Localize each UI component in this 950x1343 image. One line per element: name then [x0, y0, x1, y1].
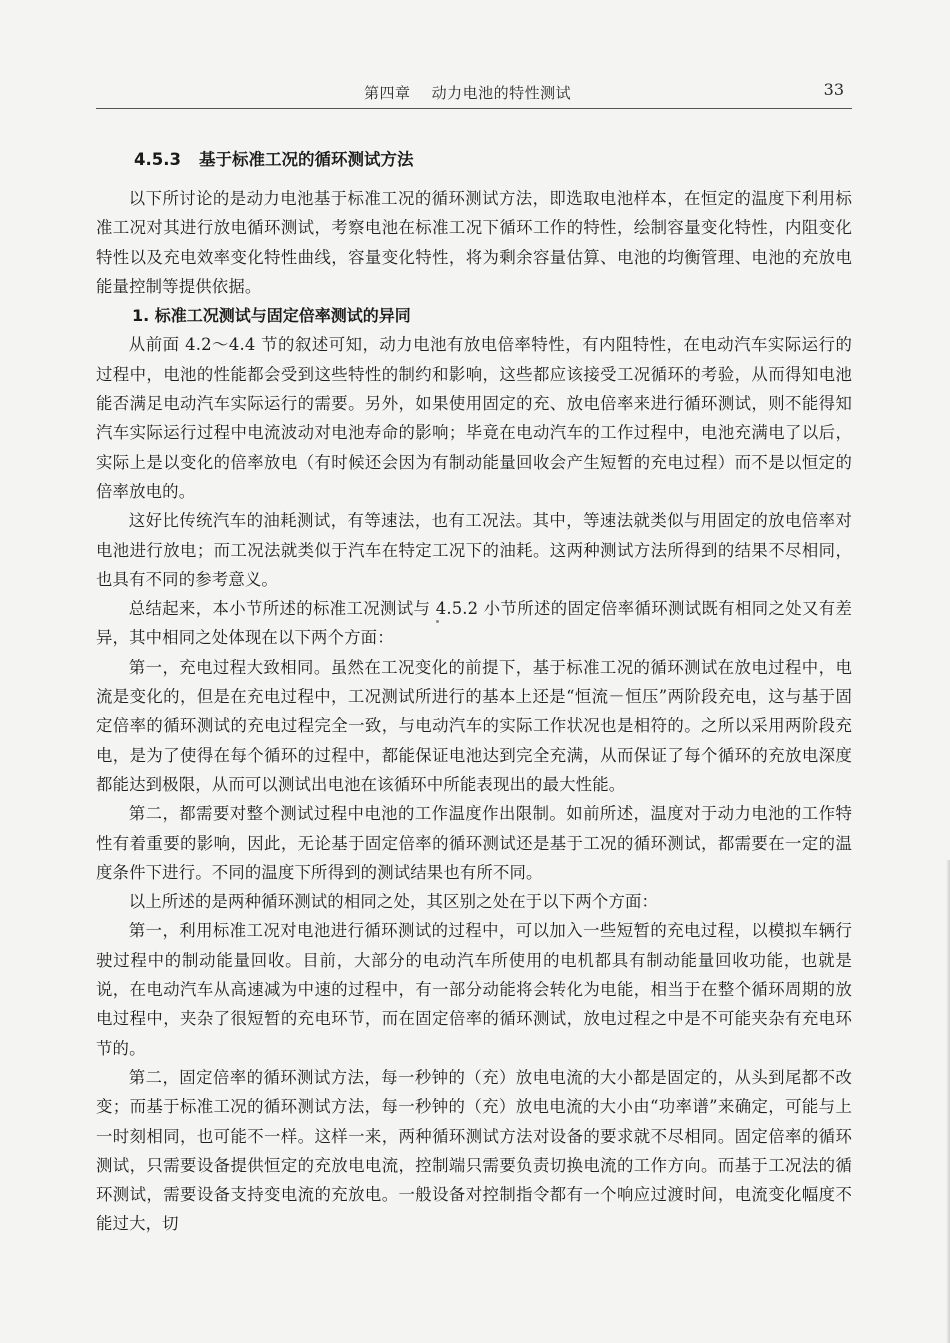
paragraph: 这好比传统汽车的油耗测试，有等速法，也有工况法。其中，等速法就类似与用固定的放电倍率对电池进行放电；而工况法就类似于汽车在特定工况下的油耗。这两种测试方法所得到的结果不尽相同，也具有不同的参考意义。 [96, 511, 852, 589]
subheading: 1. 标准工况测试与固定倍率测试的异同 [132, 306, 411, 326]
paragraph: 第一，充电过程大致相同。虽然在工况变化的前提下，基于标准工况的循环测试在放电过程中，电流是变化的，但是在充电过程中，工况测试所进行的基本上还是“恒流－恒压”两阶段充电，这与基于固定倍率的循环测试的充电过程完全一致，与电动汽车的实际工作状况也是相符的。之所以采用两阶段充电，是为了使得在每个循环的过程中，都能保证电池达到完全充满，从而保证了每个循环的充放电深度都能达到极限，从而可以测试出电池在该循环中所能表现出的最大性能。 [96, 657, 852, 794]
paragraph: 总结起来，本小节所述的标准工况测试与 4.5.2 小节所述的固定倍率循环测试既有相同之处又有差异，其中相同之处体现在以下两个方面： [96, 599, 852, 648]
section-title-text: 基于标准工况的循环测试方法 [198, 150, 414, 169]
running-header [96, 76, 852, 109]
scan-speck [436, 620, 439, 623]
scan-edge-shadow [946, 860, 950, 1343]
paragraph: 以上所述的是两种循环测试的相同之处，其区别之处在于以下两个方面： [128, 892, 659, 912]
section-heading [134, 146, 413, 170]
intro-paragraph: 以下所讨论的是动力电池基于标准工况的循环测试方法，即选取电池样本，在恒定的温度下利用标准工况对其进行放电循环测试，考察电池在标准工况下循环工作的特性，绘制容量变化特性，内阻变化特性以及充电效率变化特性曲线，容量变化特性，将为剩余容量估算、电池的均衡管理、电池的充放电能量控制等提供依据。 [96, 189, 852, 296]
body-text [96, 184, 852, 1239]
paragraph: 第一，利用标准工况对电池进行循环测试的过程中，可以加入一些短暂的充电过程，以模拟车辆行驶过程中的制动能量回收。目前，大部分的电动汽车所使用的电机都具有制动能量回收功能，也就是说，在电动汽车从高速减为中速的过程中，有一部分动能将会转化为电能，相当于在整个循环周期的放电过程中，夹杂了很短暂的充电环节，而在固定倍率的循环测试，放电过程之中是不可能夹杂有充电环节的。 [96, 921, 852, 1058]
paragraph: 第二，固定倍率的循环测试方法，每一秒钟的（充）放电电流的大小都是固定的，从头到尾都不改变；而基于标准工况的循环测试方法，每一秒钟的（充）放电电流的大小由“功率谱”来确定，可能与上一时刻相同，也可能不一样。这样一来，两种循环测试方法对设备的要求就不尽相同。固定倍率的循环测试，只需要设备提供恒定的充放电电流，控制端只需要负责切换电流的工作方向。而基于工况法的循环测试，需要设备支持变电流的充放电。一般设备对控制指令都有一个响应过渡时间，电流变化幅度不能过大，切 [96, 1067, 852, 1234]
paragraph: 第二，都需要对整个测试过程中电池的工作温度作出限制。如前所述，温度对于动力电池的工作特性有着重要的影响，因此，无论基于固定倍率的循环测试还是基于工况的循环测试，都需要在一定的温度条件下进行。不同的温度下所得到的测试结果也有所不同。 [96, 804, 852, 882]
paragraph: 从前面 4.2～4.4 节的叙述可知，动力电池有放电倍率特性，有内阻特性，在电动汽车实际运行的过程中，电池的性能都会受到这些特性的制约和影响，这些都应该接受工况循环的考验，从而得知电池能否满足电动汽车实际运行的需要。另外，如果使用固定的充、放电倍率来进行循环测试，则不能得知汽车实际运行过程中电流波动对电池寿命的影响；毕竟在电动汽车的工作过程中，电池充满电了以后，实际上是以变化的倍率放电（有时候还会因为有制动能量回收会产生短暂的充电过程）而不是以恒定的倍率放电的。 [96, 335, 852, 501]
section-number: 4.5.3 [134, 150, 181, 169]
page-number: 33 [823, 80, 844, 99]
chapter-title: 第四章 动力电池的特性测试 [364, 84, 572, 102]
